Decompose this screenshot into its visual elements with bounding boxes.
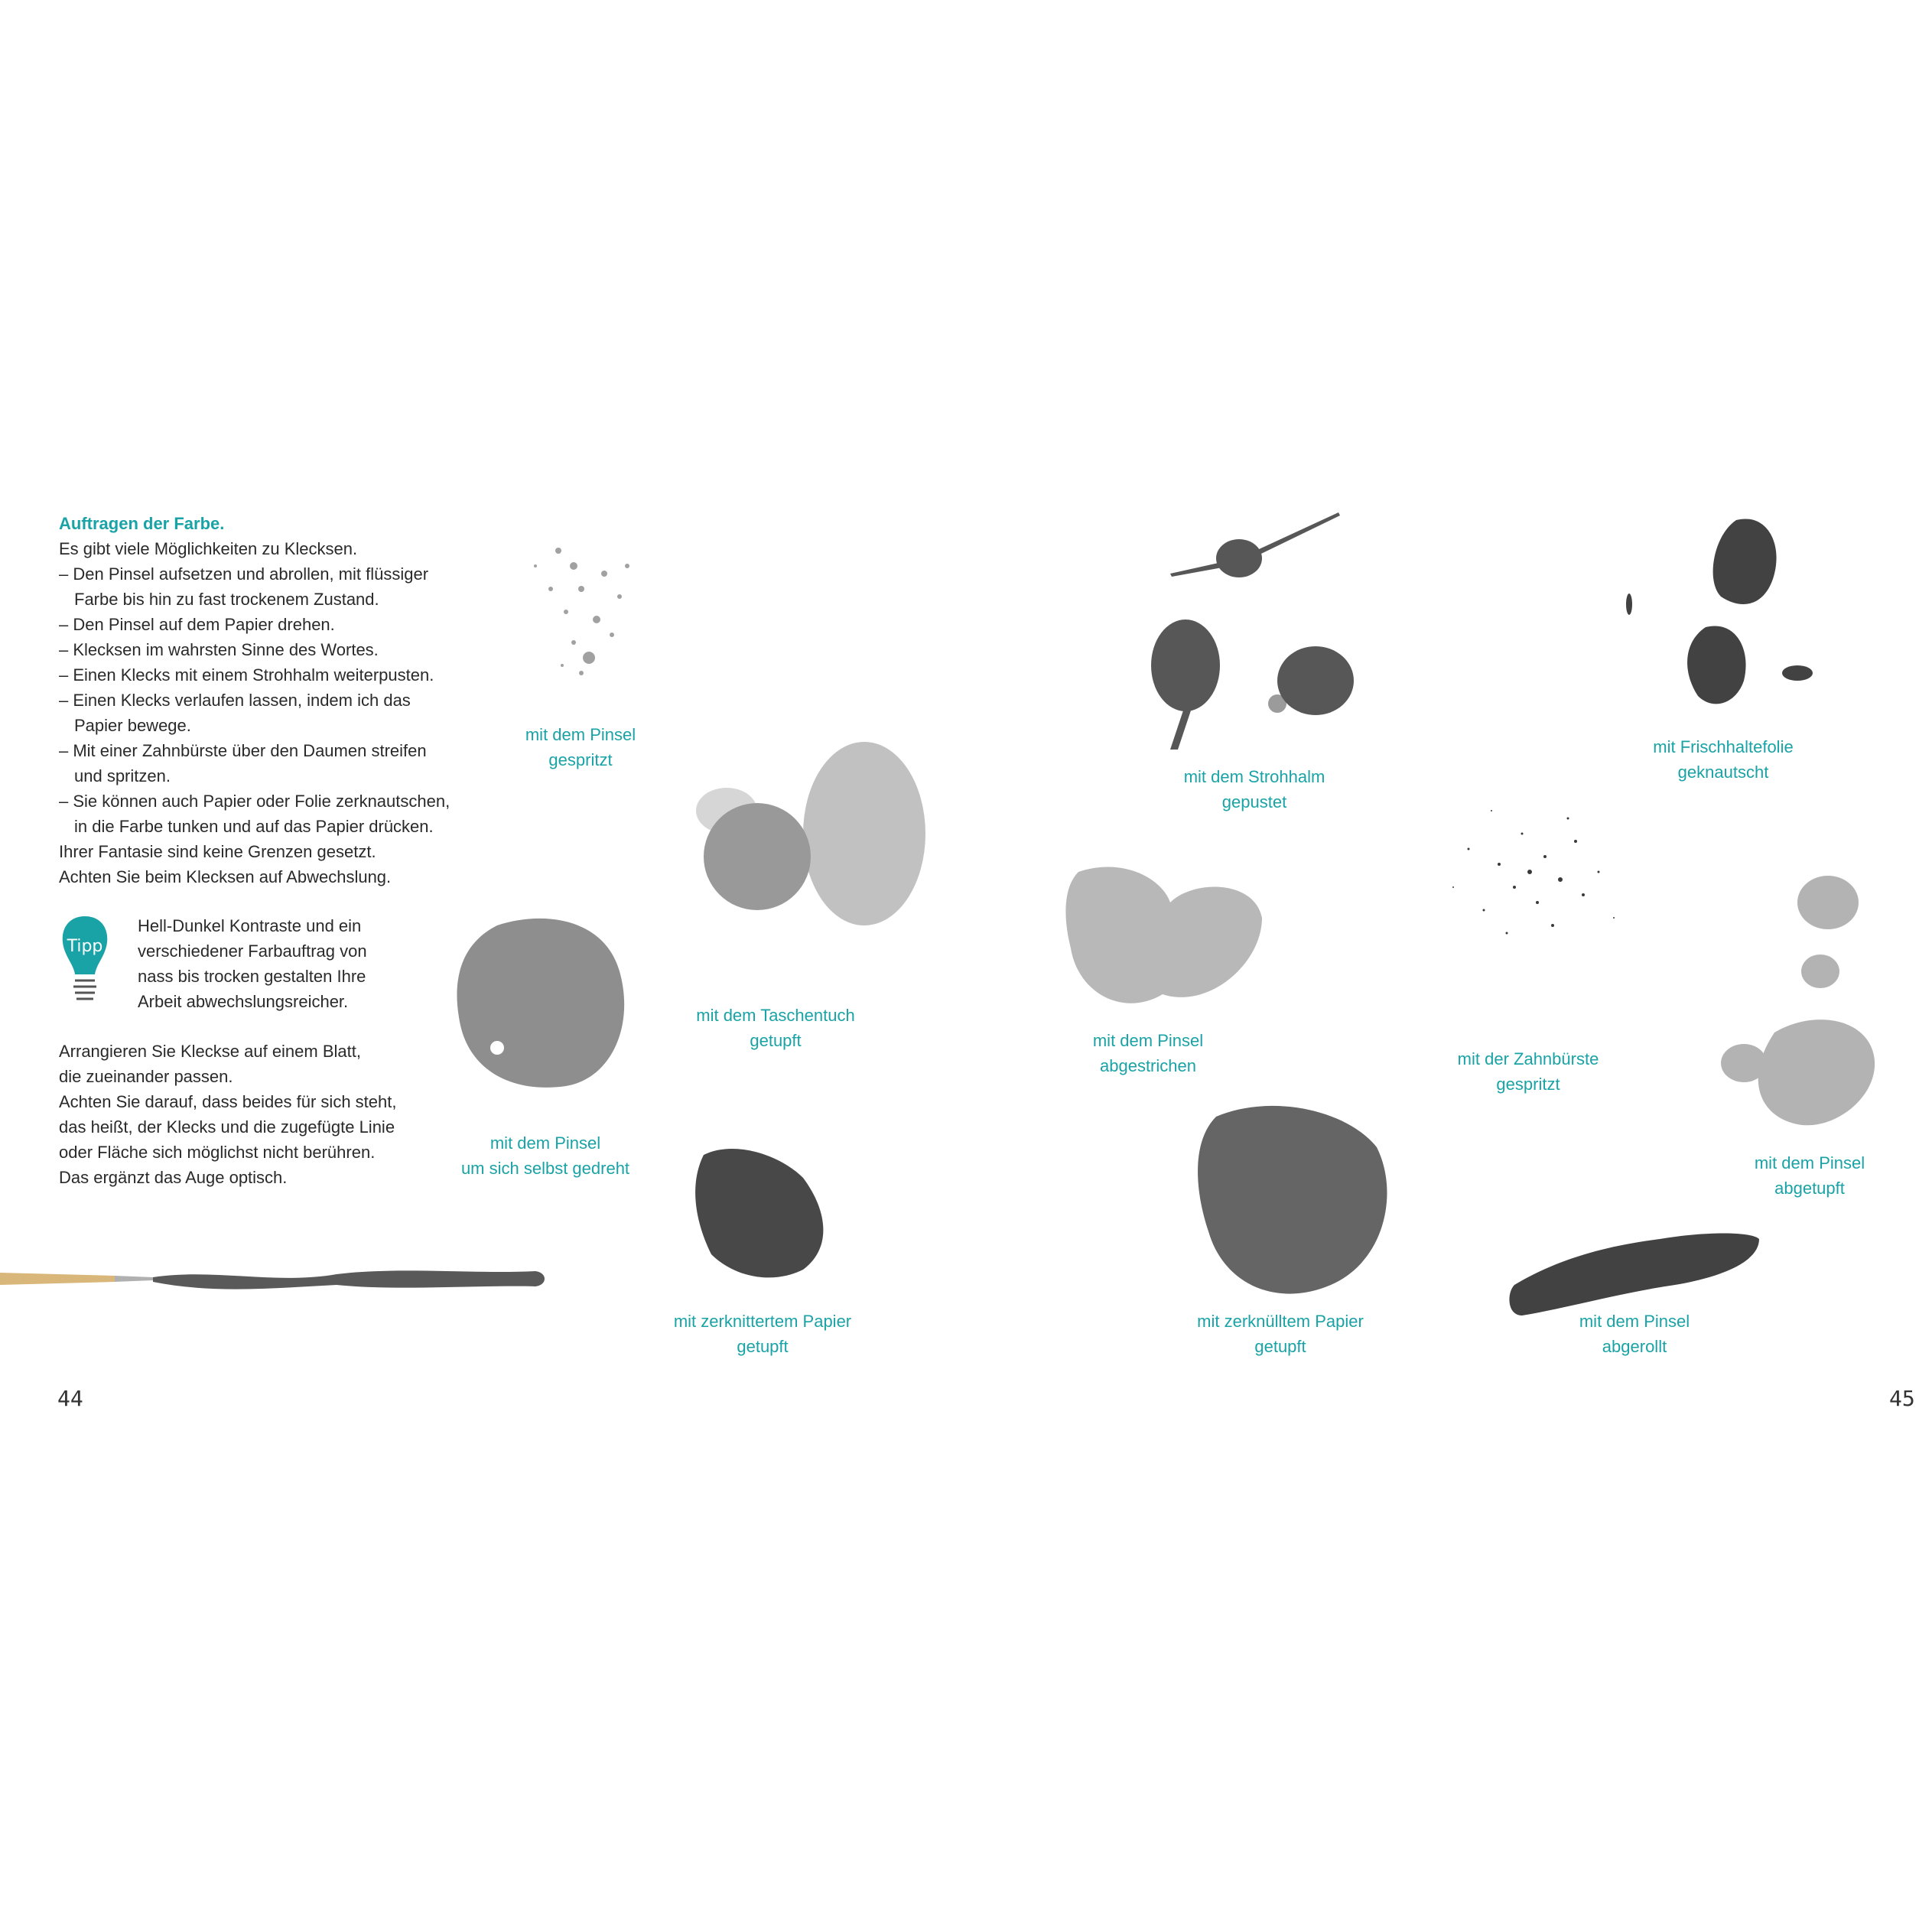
arrange-text — [59, 1039, 472, 1190]
page-number-left: 44 — [57, 1386, 83, 1411]
caption-brush-turned — [423, 1130, 668, 1181]
caption-cling-film — [1601, 734, 1846, 785]
lightbulb-icon — [60, 913, 110, 1013]
intro-line: Ihrer Fantasie sind keine Grenzen gesetzt. — [59, 842, 376, 861]
page-number-right: 45 — [1889, 1386, 1915, 1411]
caption-brush-spray — [458, 722, 703, 772]
arrange-line: oder Fläche sich möglichst nicht berühren. — [59, 1143, 376, 1162]
section-heading: Auftragen der Farbe. — [59, 514, 225, 533]
caption-line: mit dem Taschentuch — [696, 1006, 855, 1025]
caption-straw-blown — [1132, 764, 1377, 815]
blot-tissue-dabbed — [665, 719, 964, 979]
blot-brush-spray — [490, 520, 673, 704]
intro-line: Es gibt viele Möglichkeiten zu Klecksen. — [59, 539, 358, 558]
caption-line: mit der Zahnbürste — [1457, 1049, 1599, 1068]
intro-line: – Mit einer Zahnbürste über den Daumen streifen — [59, 741, 427, 760]
arrange-line: Arrangieren Sie Kleckse auf einem Blatt, — [59, 1042, 361, 1061]
intro-line: – Den Pinsel auf dem Papier drehen. — [59, 615, 335, 634]
caption-line: mit zerknülltem Papier — [1197, 1312, 1364, 1331]
tip-line: Hell-Dunkel Kontraste und ein — [138, 916, 362, 935]
blot-cling-film — [1599, 497, 1843, 719]
blot-brush-brushed-off — [1055, 857, 1270, 1025]
caption-line: abgestrichen — [1100, 1056, 1196, 1075]
caption-line: mit dem Pinsel — [525, 725, 636, 744]
caption-brush-rolled — [1512, 1309, 1757, 1359]
caption-line: getupft — [1254, 1337, 1306, 1356]
intro-line: Papier bewege. — [74, 716, 191, 735]
blot-brush-rolled — [1507, 1216, 1767, 1323]
intro-line: – Klecksen im wahrsten Sinne des Wortes. — [59, 640, 379, 659]
intro-line: – Sie können auch Papier oder Folie zerknautschen, — [59, 792, 450, 811]
intro-line: – Einen Klecks mit einem Strohhalm weiterpusten. — [59, 665, 434, 685]
caption-line: mit dem Strohhalm — [1183, 767, 1325, 786]
caption-line: mit Frischhaltefolie — [1653, 737, 1794, 756]
intro-line: Farbe bis hin zu fast trockenem Zustand. — [74, 590, 379, 609]
caption-line: um sich selbst gedreht — [460, 1159, 630, 1178]
tip-line: Arbeit abwechslungsreicher. — [138, 992, 349, 1011]
caption-line: mit dem Pinsel — [1754, 1153, 1865, 1172]
blot-brush-dabbed — [1713, 864, 1882, 1147]
intro-line: – Den Pinsel aufsetzen und abrollen, mit flüssiger — [59, 564, 429, 584]
caption-line: abgerollt — [1602, 1337, 1667, 1356]
intro-line: und spritzen. — [74, 766, 171, 785]
caption-line: gepustet — [1221, 792, 1287, 811]
intro-line: in die Farbe tunken und auf das Papier drücken. — [74, 817, 434, 836]
arrange-line: Das ergänzt das Auge optisch. — [59, 1168, 288, 1187]
caption-line: abgetupft — [1774, 1179, 1845, 1198]
blot-crumpled-paper — [1193, 1094, 1400, 1308]
arrange-line: Achten Sie darauf, dass beides für sich steht, — [59, 1092, 397, 1111]
caption-tissue-dabbed — [653, 1003, 898, 1053]
paintbrush-illustration — [0, 1254, 551, 1300]
caption-line: getupft — [750, 1031, 802, 1050]
blot-straw-blown — [1140, 505, 1369, 757]
caption-brush-brushed-off — [1026, 1028, 1270, 1078]
arrange-line: die zueinander passen. — [59, 1067, 233, 1086]
arrange-line: das heißt, der Klecks und die zugefügte Linie — [59, 1117, 395, 1137]
blot-crinkled-paper — [688, 1124, 841, 1293]
caption-line: mit dem Pinsel — [490, 1133, 601, 1153]
tip-label: Tipp — [67, 937, 103, 956]
caption-line: gespritzt — [1496, 1075, 1560, 1094]
tip-line: verschiedener Farbauftrag von — [138, 941, 367, 961]
caption-line: geknautscht — [1677, 763, 1769, 782]
tip-line: nass bis trocken gestalten Ihre — [138, 967, 366, 986]
caption-crinkled-paper — [640, 1309, 885, 1359]
intro-line: – Einen Klecks verlaufen lassen, indem ich das — [59, 691, 411, 710]
caption-line: mit dem Pinsel — [1579, 1312, 1690, 1331]
caption-line: mit zerknittertem Papier — [673, 1312, 852, 1331]
tip-text — [138, 913, 428, 1014]
caption-line: mit dem Pinsel — [1092, 1031, 1204, 1050]
caption-toothbrush-spray — [1406, 1046, 1651, 1097]
caption-crumpled-paper — [1158, 1309, 1403, 1359]
caption-brush-dabbed — [1687, 1150, 1932, 1201]
caption-line: getupft — [737, 1337, 789, 1356]
intro-text — [59, 511, 472, 889]
caption-line: gespritzt — [548, 750, 613, 769]
blot-brush-turned — [451, 902, 642, 1101]
intro-line: Achten Sie beim Klecksen auf Abwechslung. — [59, 867, 392, 886]
